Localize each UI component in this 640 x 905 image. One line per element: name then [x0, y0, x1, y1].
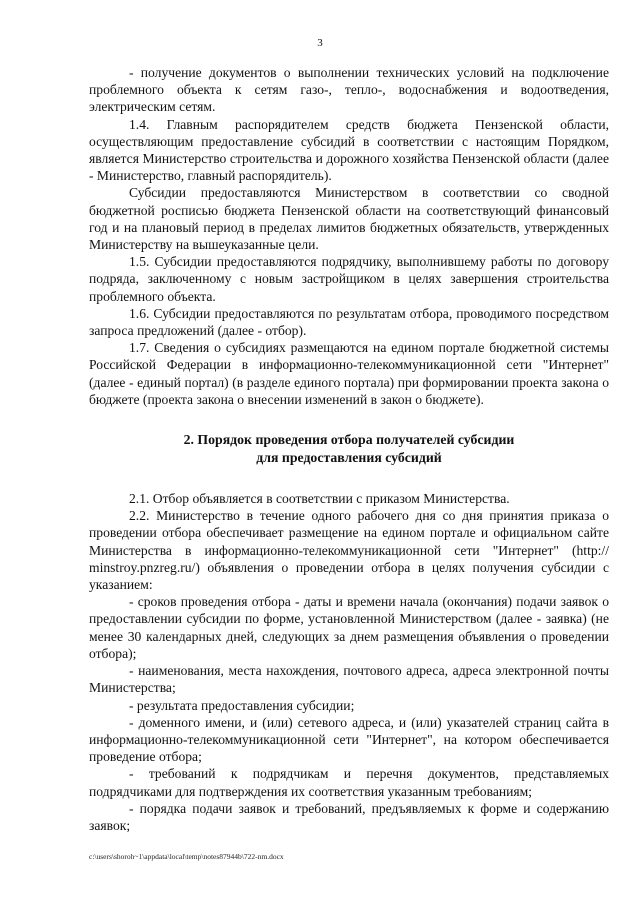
list-item-application-procedure: - порядка подачи заявок и требований, предъявляемых к форме и содержанию заявок; — [89, 800, 609, 833]
paragraph-utilities-documents: - получение документов о выполнении технических условий на подключение проблемного объекта к сетям газо-, тепло-, водоснабжения и водоотведения, электрическим сетям. — [89, 65, 609, 115]
paragraph-1-5: 1.5. Субсидии предоставляются подрядчику, выполнившему работы по договору подряда, заключенному с новым застройщиком в целях завершения строительства проблемного объекта. — [89, 254, 609, 304]
paragraph-2-1: 2.1. Отбор объявляется в соответствии с приказом Министерства. — [129, 491, 510, 507]
paragraph-2-2: 2.2. Министерство в течение одного рабочего дня со дня принятия приказа о проведении отбора обеспечивает размещение на едином портале и официальном сайте Министерства в информационно-телекоммуникационной сети "Интернет" (http:// minstroy.pnzreg.ru/) объявления о проведении отбора в целях получения субсидии с указанием: — [89, 508, 609, 593]
list-item-requirements: - требований к подрядчикам и перечня документов, представляемых подрядчиками для подтверждения их соответствия указанным требованиям; — [89, 766, 609, 799]
section-heading-line1: 2. Порядок проведения отбора получателей субсидии — [183, 432, 515, 448]
paragraph-1-7: 1.7. Сведения о субсидиях размещаются на едином портале бюджетной системы Российской Федерации в информационно-телекоммуникационной сети "Интернет" (далее - единый портал) (в разделе единого портала) при формировании проекта закона о бюджете (проекта закона о внесении изменений в закон о бюджете). — [89, 340, 609, 407]
footer-file-path: c:\users\shoroh~1\appdata\local\temp\notes87944b\722-nm.docx — [89, 852, 284, 861]
section-heading — [89, 431, 609, 466]
section-heading-line2: для предоставления субсидий — [256, 449, 442, 465]
paragraph-1-4: 1.4. Главным распорядителем средств бюджета Пензенской области, осуществляющим предоставление субсидий в соответствии с настоящим Порядком, является Министерство строительства и дорожного хозяйства Пензенской области (далее - Министерство, главный распорядитель). — [89, 116, 609, 184]
document-body — [89, 64, 609, 834]
paragraph-subsidies-budget: Субсидии предоставляются Министерством в соответствии со сводной бюджетной росписью бюджета Пензенской области на соответствующий финансовый год и на плановый период в пределах лимитов бюджетных обязательств, утвержденных Министерству на вышеуказанные цели. — [89, 185, 609, 253]
page-number: 3 — [317, 37, 323, 49]
list-item-ministry-contacts: - наименования, места нахождения, почтового адреса, адреса электронной почты Министерства; — [89, 663, 609, 696]
list-item-result: - результата предоставления субсидии; — [129, 697, 355, 713]
list-item-domain: - доменного имени, и (или) сетевого адреса, и (или) указателей страниц сайта в информационно-телекоммуникационной сети "Интернет", на котором обеспечивается проведение отбора; — [89, 714, 609, 765]
list-item-deadlines: - сроков проведения отбора - даты и времени начала (окончания) подачи заявок о предоставлении субсидии по форме, установленной Министерством (далее - заявка) (не менее 30 календарных дней, следующих за днем размещения объявления о проведении отбора); — [89, 594, 609, 661]
paragraph-1-6: 1.6. Субсидии предоставляются по результатам отбора, проводимого посредством запроса предложений (далее - отбор). — [89, 305, 609, 339]
